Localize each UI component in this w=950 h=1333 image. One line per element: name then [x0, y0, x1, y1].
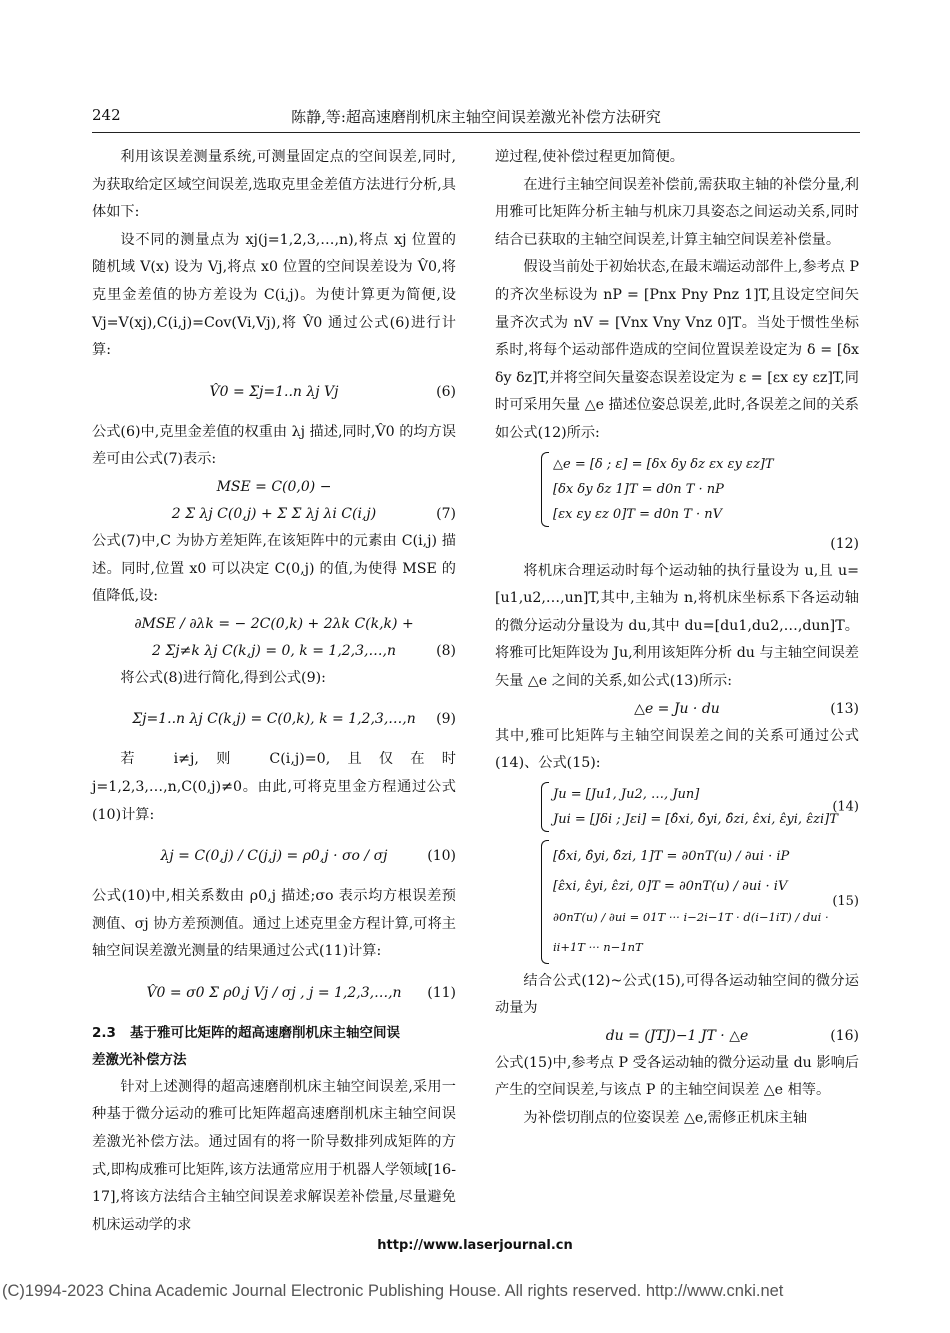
running-title: 陈静,等:超高速磨削机床主轴空间误差激光补偿方法研究: [291, 108, 661, 126]
equation-body: △e = Ju · du: [634, 700, 720, 717]
equation-number: (9): [436, 711, 456, 728]
equation-8-line1: [92, 611, 456, 638]
equation-7-line1: [92, 474, 456, 501]
equation-line: [δ̂xi, δ̂yi, δ̂zi, 1]T = ∂0nT(u) / ∂ui · iP: [553, 848, 790, 864]
paragraph: 将公式(8)进行简化,得到公式(9):: [120, 669, 326, 686]
equation-number: (16): [830, 1027, 859, 1044]
equation-number: (11): [427, 984, 456, 1001]
equation-body: V̂0 = Σj=1..n λj Vj: [209, 383, 339, 400]
equation-number: (7): [436, 505, 456, 522]
paragraph: 其中,雅可比矩阵与主轴空间误差之间的关系可通过公式(14)、公式(15):: [495, 727, 859, 772]
equation-body: ∂MSE / ∂λk = − 2C(0,k) + 2λk C(k,k) +: [134, 615, 414, 632]
equation-body: du = (JTJ)−1 JT · △e: [605, 1027, 749, 1044]
equation-body: 2 Σj≠k λj C(k,j) = 0, k = 1,2,3,…,n: [152, 642, 396, 659]
section-title-line2: 差激光补偿方法: [92, 1051, 187, 1068]
right-column: [495, 144, 859, 1133]
left-brace: [541, 782, 549, 832]
paragraph: 公式(10)中,相关系数由 ρ0,j 描述;σo 表示均方根误差预测值、σj 协方差预测值。通过上述克里金方程计算,可将主轴空间误差激光测量的结果通过公式(11)计算:: [92, 888, 456, 960]
left-brace: [541, 452, 549, 527]
equation-13: [495, 696, 859, 723]
equation-number: (6): [436, 383, 456, 400]
paragraph: 为补偿切削点的位姿误差 △e,需修正机床主轴: [523, 1110, 808, 1127]
section-number: 2.3: [92, 1024, 116, 1041]
paragraph: 若 i≠j,则 C(i,j)=0,且仅在时 j=1,2,3,…,n,C(0,j)≠0。由此,可将克里金方程通过公式(10)计算:: [92, 751, 456, 823]
equation-7-line2: [92, 501, 456, 528]
paragraph: 公式(15)中,参考点 P 受各运动轴的微分运动量 du 影响后产生的空间误差,与该点 P 的主轴空间误差 △e 相等。: [495, 1054, 859, 1099]
paragraph: 在进行主轴空间误差补偿前,需获取主轴的补偿分量,利用雅可比矩阵分析主轴与机床刀具姿态之间运动关系,同时结合已获取的主轴空间误差,计算主轴空间误差补偿量。: [495, 176, 859, 248]
running-header: [92, 106, 860, 134]
section-title-line1: 基于雅可比矩阵的超高速磨削机床主轴空间误: [130, 1024, 401, 1041]
journal-url: http://www.laserjournal.cn: [377, 1238, 573, 1253]
equation-number: (12): [830, 535, 859, 552]
equation-number: (14): [832, 799, 859, 815]
paragraph: 利用该误差测量系统,可测量固定点的空间误差,同时,为获取给定区域空间误差,选取克里金差值方法进行分析,具体如下:: [92, 149, 456, 221]
paragraph: 设不同的测量点为 xj(j=1,2,3,…,n),将点 xj 位置的随机域 V(x) 设为 Vj,将点 x0 位置的空间误差设为 V̂0,将克里金差值的协方差设为 C(i,j)。为使计算更为简便,设 Vj=V(xj),C(i,j)=Cov(Vi,Vj),将 V̂0 通过公式(6)进行计算:: [92, 231, 456, 359]
equation-8-line2: [92, 638, 456, 665]
paragraph: 假设当前处于初始状态,在最末端运动部件上,参考点 P 的齐次坐标设为 nP = [Pnx Pny Pnz 1]T,且设定空间矢量齐次式为 nV = [Vnx Vny Vnz 0]T。当处于惯性坐标系时,将每个运动部件造成的空间位置误差设定为 δ = [δx δy δz]T,并将空间矢量姿态误差设定为 ε = [εx εy εz]T,同时可采用矢量 △e 描述位姿总误差,此时,各误差之间的关系如公式(12)所示:: [495, 259, 859, 441]
page-number: 242: [92, 106, 121, 124]
equation-body: Σj=1..n λj C(k,j) = C(0,k), k = 1,2,3,…,n: [132, 711, 416, 728]
paragraph: 公式(6)中,克里金差值的权重由 λj 描述,同时,V̂0 的均方误差可由公式(7)表示:: [92, 423, 456, 468]
equation-body: λj = C(0,j) / C(j,j) = ρ0,j · σo / σj: [160, 848, 388, 865]
paragraph: 结合公式(12)~公式(15),可得各运动轴空间的微分运动量为: [495, 972, 859, 1017]
paragraph: 公式(7)中,C 为协方差矩阵,在该矩阵中的元素由 C(i,j) 描述。同时,位置 x0 可以决定 C(0,j) 的值,为使得 MSE 的值降低,设:: [92, 532, 456, 605]
equation-body: MSE = C(0,0) −: [216, 478, 332, 495]
equation-line: Jui = [Jδi ; Jεi] = [δ̂xi, δ̂yi, δ̂zi, ε̂xi, ε̂yi, ε̂zi]T: [553, 811, 838, 827]
equation-line: ∂0nT(u) / ∂ui = 01T ··· i−2i−1T · d(i−1iT) / dui · ii+1T ··· n−1nT: [553, 909, 829, 954]
equation-11: [92, 966, 456, 1020]
equation-line: [εx εy εz 0]T = d0n T · nV: [553, 506, 723, 522]
equation-line: △e = [δ ; ε] = [δx δy δz εx εy εz]T: [553, 456, 774, 472]
equation-15: [495, 836, 859, 968]
equation-line: Ju = [Ju1, Ju2, …, Jun]: [553, 786, 700, 802]
section-heading: [92, 1020, 456, 1047]
left-column: [92, 144, 456, 1239]
equation-number: (15): [832, 893, 859, 909]
equation-line: [ε̂xi, ε̂yi, ε̂zi, 0]T = ∂0nT(u) / ∂ui · iV: [553, 878, 788, 894]
paragraph: 将机床合理运动时每个运动轴的执行量设为 u,且 u=[u1,u2,…,un]T,其中,主轴为 n,将机床坐标系下各运动轴的微分运动分量设为 du,其中 du=[du1,du2,…,dun]T。将雅可比矩阵设为 Ju,利用该矩阵分析 du 与主轴空间误差矢量 △e 之间的关系,如公式(13)所示:: [495, 562, 859, 689]
equation-number: (8): [436, 642, 456, 659]
equation-line: [δx δy δz 1]T = d0n T · nP: [553, 481, 724, 497]
paragraph: 逆过程,使补偿过程更加简便。: [495, 149, 684, 165]
equation-9: [92, 692, 456, 746]
equation-number: (10): [427, 848, 456, 865]
equation-body: V̂0 = σ0 Σ ρ0,j Vj / σj , j = 1,2,3,…,n: [146, 984, 402, 1001]
equation-14: [495, 778, 859, 836]
equation-10: [92, 829, 456, 883]
copyright-notice: (C)1994-2023 China Academic Journal Electronic Publishing House. All rights reserved. http://www.cnki.net: [2, 1282, 784, 1300]
equation-6: [92, 365, 456, 419]
paragraph: 针对上述测得的超高速磨削机床主轴空间误差,采用一种基于微分运动的雅可比矩阵超高速磨削机床主轴空间误差激光补偿方法。通过固有的将一阶导数排列成矩阵的方式,即构成雅可比矩阵,该方法通常应用于机器人学领域[16-17],将该方法结合主轴空间误差求解误差补偿量,尽量避免机床运动学的求: [92, 1078, 456, 1233]
equation-12: [495, 448, 859, 531]
equation-number: (13): [830, 700, 859, 717]
left-brace: [541, 840, 549, 964]
header-rule: [92, 132, 860, 133]
equation-body: 2 Σ λj C(0,j) + Σ Σ λj λi C(i,j): [171, 505, 377, 522]
equation-16: [495, 1023, 859, 1050]
